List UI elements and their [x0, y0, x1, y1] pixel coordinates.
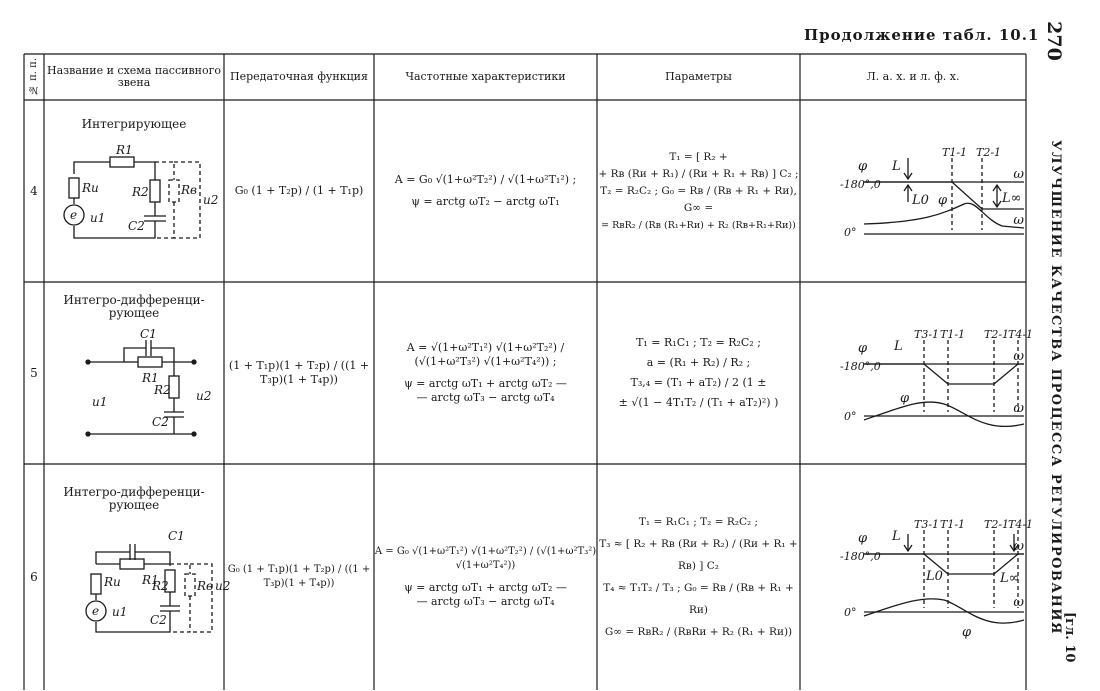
row4-params-line1: T₁ = [ R₂ +: [669, 150, 728, 163]
row5-omega1-label: ω: [1013, 349, 1024, 364]
row6-transfer: G₀ (1 + T₁p)(1 + T₂p) / ((1 + T₃p)(1 + T₄p)): [227, 564, 371, 589]
row6-freq: [374, 464, 597, 690]
row6-omega2-label: ω: [1013, 595, 1024, 610]
row4-C2-label: C2: [128, 219, 145, 233]
row5-T3-label: T3-1: [914, 328, 940, 341]
row5-freq-line1: A = √(1+ω²T₁²) √(1+ω²T₂²) / (√(1+ω²T₃²) √(1+ω²T₄²)) ;: [406, 341, 565, 368]
row6-R1-label: R1: [142, 573, 159, 587]
row6-freq-line1: A = G₀ √(1+ω²T₁²) √(1+ω²T₂²) / (√(1+ω²T₃²) √(1+ω²T₄²)): [374, 546, 597, 571]
row4-params-line5: = RвR₂ / (Rв (R₁+Rи) + R₂ (Rв+R₁+Rи)): [601, 219, 796, 231]
header-transfer: Передаточная функция: [230, 70, 368, 83]
row4-u1-label: u1: [90, 211, 106, 225]
table-caption: Продолжение табл. 10.1: [804, 26, 1040, 44]
row6-T3-label: T3-1: [914, 518, 940, 531]
row4-T2-label: T2-1: [976, 146, 1002, 159]
row4-freq-line1: A = G₀ √(1+ω²T₂²) / √(1+ω²T₁²) ;: [394, 173, 577, 186]
row6-params-line4: G∞ = RвR₂ / (RвRи + R₂ (R₁ + Rи)): [604, 626, 793, 638]
row4-T1-label: T1-1: [942, 146, 968, 159]
row5-zero-label: 0°: [844, 410, 857, 423]
row4-params: [597, 100, 800, 282]
row5-C1-label: C1: [140, 327, 157, 341]
row5-u2-label: u2: [196, 389, 212, 403]
row5-freq-line3: — arctg ωT₃ − arctg ωT₄: [416, 391, 555, 404]
running-head: [1040, 140, 1100, 636]
row6-e-label: e: [92, 604, 100, 618]
row6-Linf-label: L∞: [1000, 571, 1020, 586]
header-freq: Частотные характеристики: [405, 70, 566, 83]
row4-freq: [374, 100, 597, 282]
row4-circuit: [60, 143, 219, 256]
row6-u2-label: u2: [215, 579, 231, 593]
header-num-text: № п. п.: [28, 58, 39, 96]
row5-params-line4: ± √(1 − 4T₁T₂ / (T₁ + aT₂)²) ): [618, 396, 779, 409]
row4-num: 4: [30, 184, 38, 198]
row5-T1-label: T1-1: [940, 328, 966, 341]
row6-phi2-label: φ: [962, 625, 972, 640]
row6-T1-label: T1-1: [940, 518, 966, 531]
row5-omega2-label: ω: [1013, 401, 1024, 416]
row5-T2-label: T2-1: [984, 328, 1010, 341]
row4-phi2-label: φ: [938, 193, 948, 208]
row5-phi2-label: φ: [900, 391, 910, 406]
row5-plot: [824, 326, 1034, 456]
row6-plot: [824, 516, 1034, 666]
row4-u2-label: u2: [203, 193, 219, 207]
row5-params-line3: T₃,₄ = (T₁ + aT₂) / 2 (1 ±: [630, 376, 767, 389]
row6-omega1-label: ω: [1013, 539, 1024, 554]
row6-params-line3: T₄ ≈ T₁T₂ / T₃ ; G₀ = Rв / (Rв + R₁ + Rи): [603, 582, 794, 616]
row4-phi-label: φ: [858, 159, 868, 174]
row4-params-line2: + Rв (Rи + R₁) / (Rи + R₁ + Rв) ] C₂ ;: [598, 167, 799, 180]
header-num: [24, 54, 44, 100]
row5-num: 5: [30, 366, 38, 380]
row6-minus180-label: -180°,0: [840, 550, 881, 563]
row5-circuit: [84, 327, 214, 452]
row4-params-line3: T₂ = R₂C₂ ; G₀ = Rв / (Rв + R₁ + Rи),: [600, 184, 797, 197]
row5-T4-label: T4-1: [1008, 328, 1034, 341]
row4-title: Интегрирующее: [81, 116, 187, 131]
row5-params: [597, 282, 800, 464]
row5-phi-label: φ: [858, 341, 868, 356]
row4-Linf-label: L∞: [1002, 191, 1022, 206]
row4-plot: [824, 144, 1024, 274]
row4-params-line4: G∞ =: [683, 201, 714, 214]
row5-title: Интегро-дифференци-рующее: [63, 293, 205, 320]
row6-L-label: L: [892, 529, 901, 544]
row5-R2-label: R2: [154, 383, 171, 397]
row4-L0-label: L0: [912, 193, 929, 208]
chapter-label: [гл. 10: [1062, 612, 1077, 663]
row4-R2-label: R2: [132, 185, 149, 199]
row5-C2-label: C2: [152, 415, 169, 429]
row6-T2-label: T2-1: [984, 518, 1010, 531]
running-head-text: УЛУЧШЕНИЕ КАЧЕСТВА ПРОЦЕССА РЕГУЛИРОВАНИЯ: [1048, 140, 1063, 636]
row4-L-label: L: [892, 159, 901, 174]
row5-u1-label: u1: [92, 395, 108, 409]
row5-freq: [374, 282, 597, 464]
row5-freq-line2: ψ = arctg ωT₁ + arctg ωT₂ —: [404, 377, 567, 390]
row4-Rv-label: Rв: [181, 183, 198, 197]
row6-Ri-label: Rи: [104, 575, 121, 589]
row6-C2-label: C2: [150, 613, 167, 627]
row4-omega2-label: ω: [1013, 213, 1024, 228]
page-number: 270: [1043, 21, 1066, 61]
row6-params-line2: T₃ ≈ [ R₂ + Rв (Rи + R₂) / (Rи + R₁ + Rв) ] C₂: [599, 538, 798, 572]
row5-R1-label: R1: [142, 371, 159, 385]
header-params: Параметры: [665, 70, 732, 83]
row6-num: 6: [30, 570, 38, 584]
row4-freq-line2: ψ = arctg ωT₂ − arctg ωT₁: [411, 195, 560, 208]
row6-params-line1: T₁ = R₁C₁ ; T₂ = R₂C₂ ;: [638, 516, 759, 528]
row4-R1-label: R1: [116, 143, 133, 157]
row4-Ri-label: Rи: [82, 181, 99, 195]
row6-T4-label: T4-1: [1008, 518, 1034, 531]
row4-e-label: e: [70, 208, 78, 222]
row6-L0-label: L0: [926, 569, 943, 584]
row6-title: Интегро-дифференци-рующее: [63, 485, 205, 512]
row6-R2-label: R2: [152, 579, 169, 593]
row4-transfer: G₀ (1 + T₂p) / (1 + T₁p): [234, 184, 364, 197]
row4-minus180-label: -180°,0: [840, 178, 881, 191]
header-lah: Л. а. х. и л. ф. х.: [866, 70, 960, 83]
row6-phi-label: φ: [858, 531, 868, 546]
row4-omega1-label: ω: [1013, 167, 1024, 182]
row5-transfer: (1 + T₁p)(1 + T₂p) / ((1 + T₃p)(1 + T₄p)): [228, 359, 370, 386]
row5-params-line2: a = (R₁ + R₂) / R₂ ;: [646, 356, 751, 369]
row6-freq-line3: — arctg ωT₃ − arctg ωT₄: [416, 595, 555, 608]
table: [24, 54, 1034, 690]
row5-minus180-label: -180°,0: [840, 360, 881, 373]
row6-u1-label: u1: [112, 605, 128, 619]
header-name: Название и схема пассивного звена: [47, 64, 221, 89]
row6-Rv-label: Rв: [197, 579, 214, 593]
row4-zero-label: 0°: [844, 226, 857, 239]
row5-params-line1: T₁ = R₁C₁ ; T₂ = R₂C₂ ;: [636, 336, 761, 349]
row5-L-label: L: [894, 339, 903, 354]
row6-freq-line2: ψ = arctg ωT₁ + arctg ωT₂ —: [404, 581, 567, 594]
row6-circuit: [60, 524, 231, 654]
row6-C1-label: C1: [168, 529, 185, 543]
row6-params: [597, 464, 800, 690]
row6-zero-label: 0°: [844, 606, 857, 619]
